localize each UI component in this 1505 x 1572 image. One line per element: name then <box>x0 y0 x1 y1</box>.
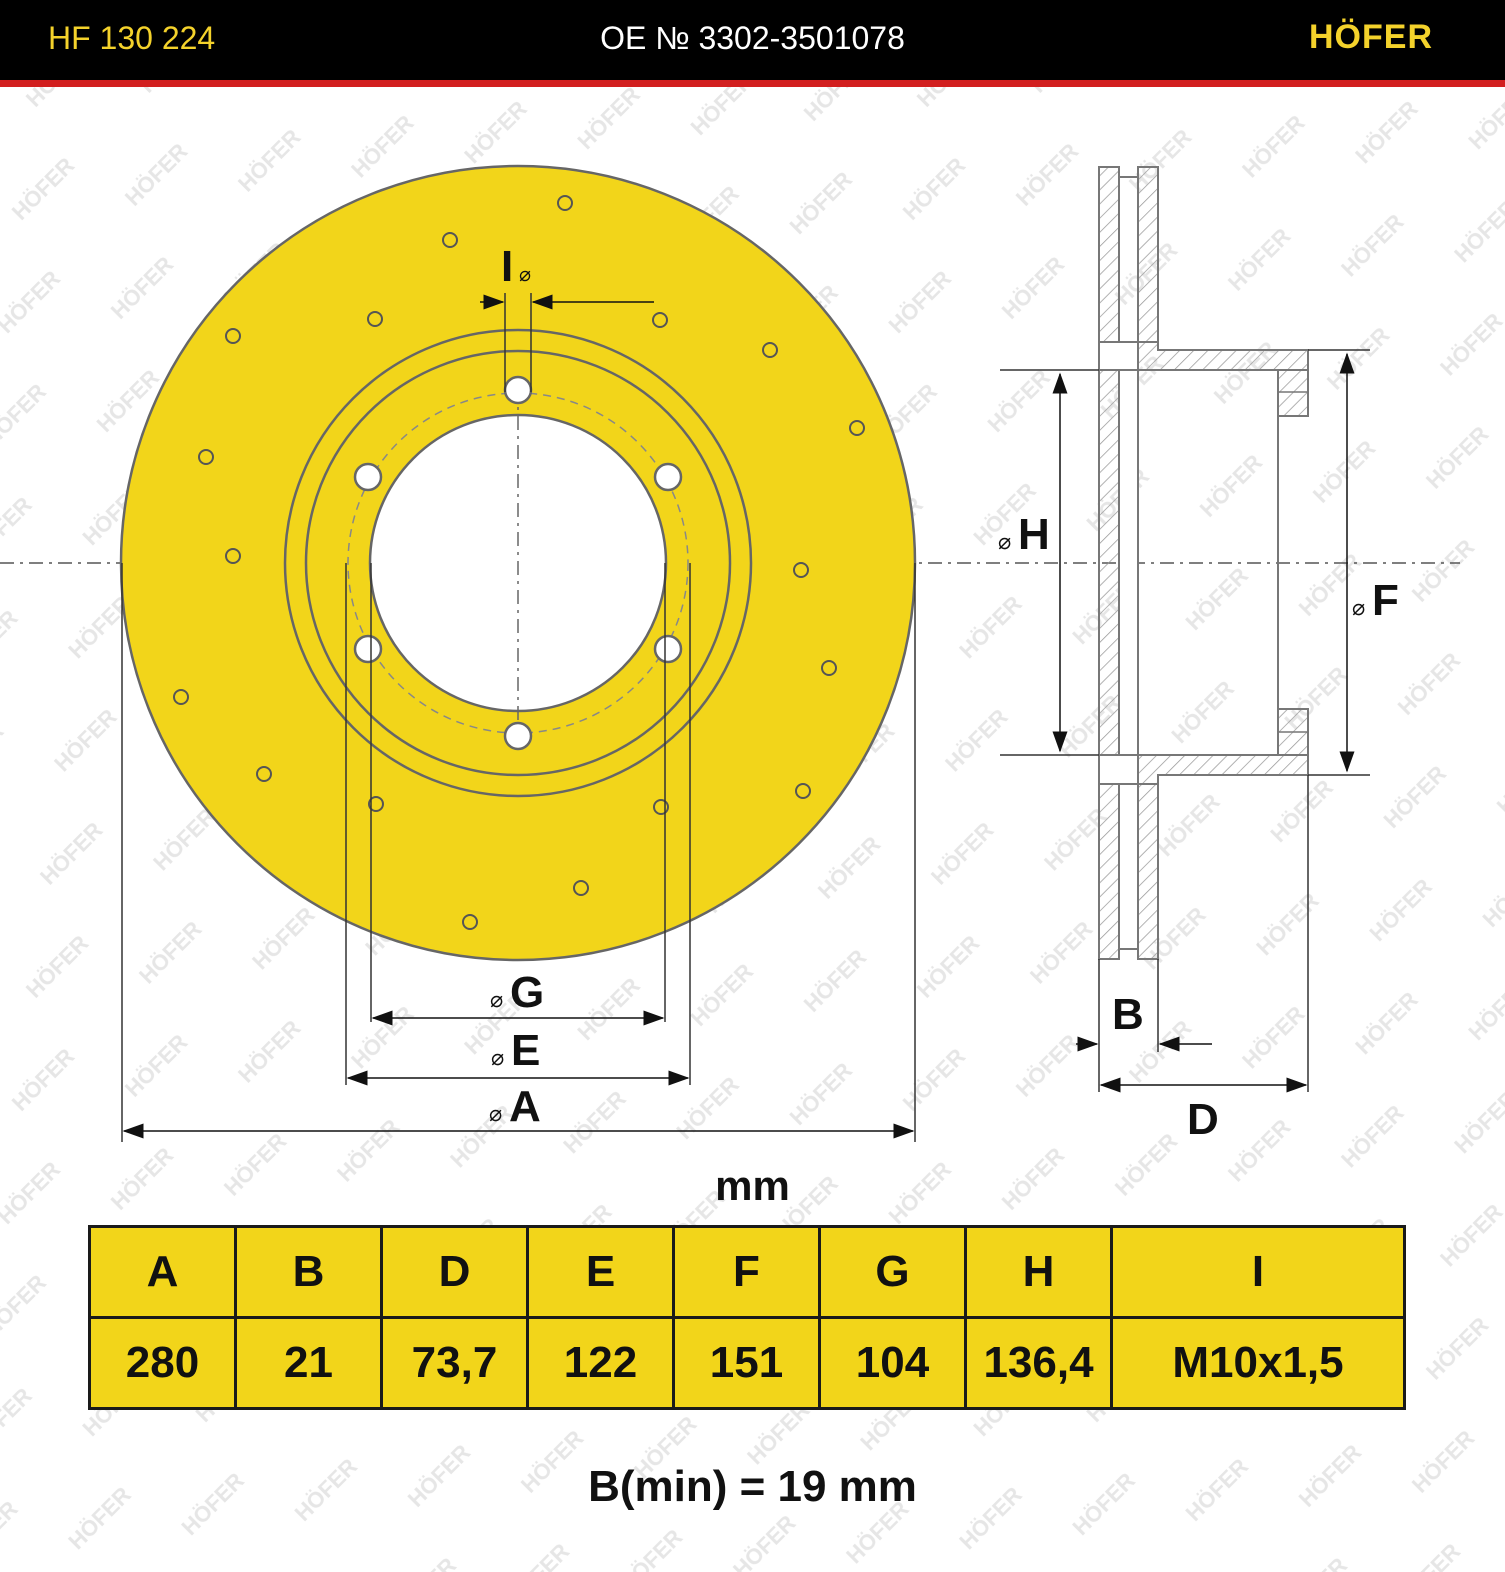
oe-number: OE № 3302-3501078 <box>600 20 905 56</box>
table-value-cell: 136,4 <box>966 1318 1112 1409</box>
table-value-cell: 151 <box>674 1318 820 1409</box>
label-e: E <box>511 1026 541 1075</box>
table-value-cell: 104 <box>820 1318 966 1409</box>
table-header-cell: E <box>528 1227 674 1318</box>
table-value-row <box>90 1318 1405 1409</box>
table-value-cell: 73,7 <box>382 1318 528 1409</box>
part-number: HF 130 224 <box>48 20 216 56</box>
header-red-stripe <box>0 80 1505 87</box>
brand-logo: HÖFER <box>1309 18 1433 56</box>
disc-front-view <box>121 166 915 1142</box>
svg-text:⌀: ⌀ <box>998 529 1012 554</box>
table-header-cell: G <box>820 1227 966 1318</box>
table-value-cell: 280 <box>90 1318 236 1409</box>
label-d: D <box>1187 1095 1219 1144</box>
svg-text:⌀: ⌀ <box>489 1101 503 1126</box>
minimum-thickness-note: B(min) = 19 mm <box>588 1462 917 1511</box>
disc-side-view <box>998 167 1399 1144</box>
label-g: G <box>510 968 545 1017</box>
label-h: H <box>1018 510 1050 559</box>
header-bar <box>0 0 1505 82</box>
table-header-cell: H <box>966 1227 1112 1318</box>
table-header-cell: D <box>382 1227 528 1318</box>
svg-text:⌀: ⌀ <box>1352 595 1366 620</box>
table-header-cell: F <box>674 1227 820 1318</box>
brake-disc-drawing <box>0 87 1505 1167</box>
table-value-cell: M10x1,5 <box>1112 1318 1405 1409</box>
table-header-cell: B <box>236 1227 382 1318</box>
table-header-row <box>90 1227 1405 1318</box>
svg-text:⌀: ⌀ <box>491 1045 505 1070</box>
dimension-table <box>88 1225 1406 1410</box>
svg-text:⌀: ⌀ <box>490 987 504 1012</box>
table-header-cell: I <box>1112 1227 1405 1318</box>
label-b: B <box>1112 990 1144 1039</box>
table-header-cell: A <box>90 1227 236 1318</box>
table-value-cell: 21 <box>236 1318 382 1409</box>
diameter-symbol-i: ⌀ <box>519 264 532 286</box>
label-f: F <box>1372 576 1399 625</box>
table-value-cell: 122 <box>528 1318 674 1409</box>
label-a: A <box>509 1082 541 1131</box>
label-i: I <box>501 242 514 291</box>
unit-label: mm <box>715 1162 790 1209</box>
